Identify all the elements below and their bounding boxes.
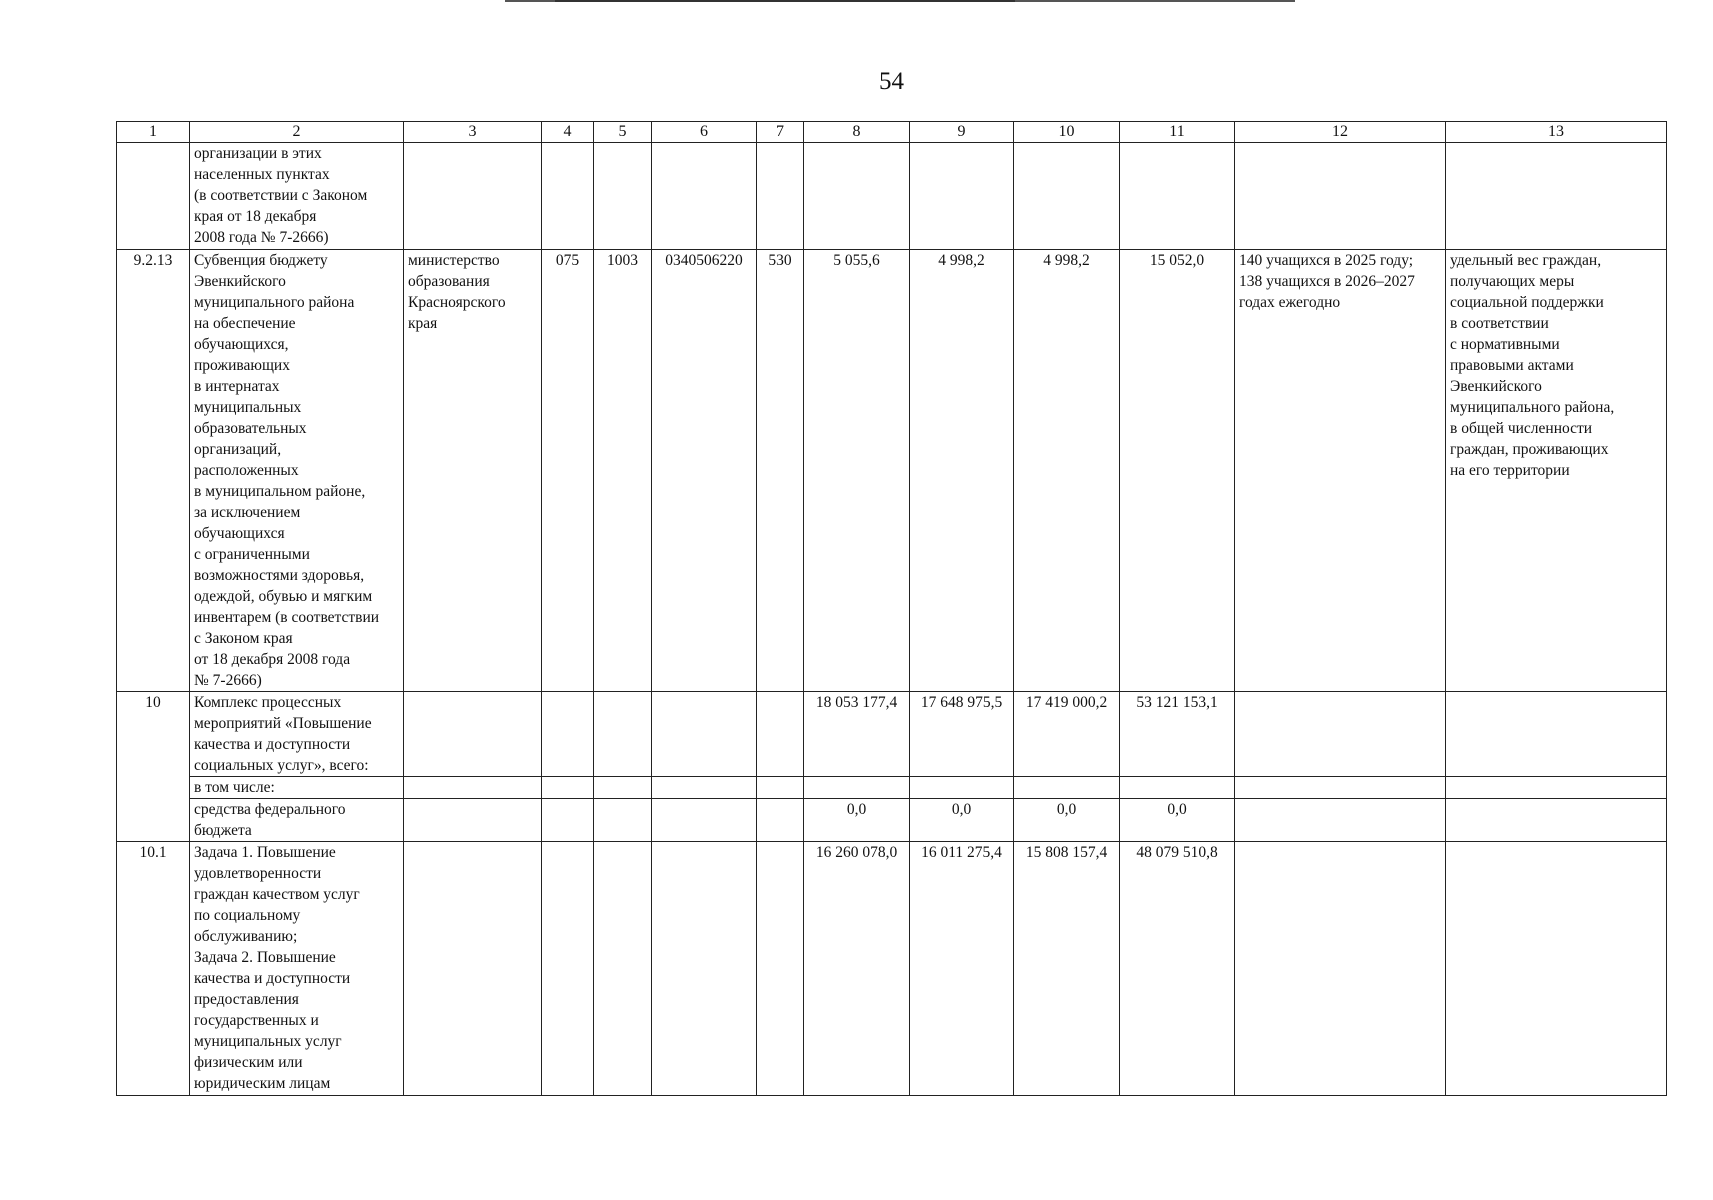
cell-vr: 530 <box>757 250 804 692</box>
cell-csr <box>652 799 757 842</box>
cell-total: 15 052,0 <box>1120 250 1235 692</box>
cell-csr <box>652 842 757 1096</box>
cell-indicator <box>1446 842 1667 1096</box>
column-number: 6 <box>652 122 757 143</box>
cell-grbs <box>542 842 594 1096</box>
cell-vr <box>757 143 804 250</box>
cell-year-3: 4 998,2 <box>1014 250 1120 692</box>
cell-grbs <box>542 692 594 777</box>
cell-total <box>1120 777 1235 799</box>
cell-executor <box>404 842 542 1096</box>
cell-vr <box>757 777 804 799</box>
cell-grbs <box>542 143 594 250</box>
cell-item-number: 10.1 <box>117 842 190 1096</box>
cell-rzpr <box>594 143 652 250</box>
cell-rzpr <box>594 842 652 1096</box>
budget-table <box>116 121 1667 1096</box>
cell-expected-result <box>1235 777 1446 799</box>
cell-csr: 0340506220 <box>652 250 757 692</box>
cell-year-3 <box>1014 777 1120 799</box>
cell-grbs <box>542 777 594 799</box>
table-row-federal-budget <box>117 799 1667 842</box>
cell-csr <box>652 143 757 250</box>
cell-year-1: 5 055,6 <box>804 250 910 692</box>
cell-description: организации в этих населенных пунктах (в соответствии с Законом края от 18 декабря 2008 года № 7-2666) <box>190 143 404 250</box>
cell-grbs: 075 <box>542 250 594 692</box>
cell-rzpr <box>594 799 652 842</box>
cell-expected-result <box>1235 692 1446 777</box>
cell-item-number: 9.2.13 <box>117 250 190 692</box>
column-number: 9 <box>910 122 1014 143</box>
cell-rzpr <box>594 692 652 777</box>
cell-year-3: 15 808 157,4 <box>1014 842 1120 1096</box>
cell-total <box>1120 143 1235 250</box>
column-number: 13 <box>1446 122 1667 143</box>
cell-description: Субвенция бюджету Эвенкийского муниципального района на обеспечение обучающихся, проживающих в интернатах муниципальных образовательных организаций, расположенных в муниципальном районе, за исключением обучающихся с ограниченными возможностями здоровья, одеждой, обувью и мягким инвентарем (в соответствии с Законом края от 18 декабря 2008 года № 7-2666) <box>190 250 404 692</box>
table-row-10-1 <box>117 842 1667 1096</box>
cell-expected-result <box>1235 799 1446 842</box>
cell-year-1 <box>804 143 910 250</box>
cell-indicator <box>1446 777 1667 799</box>
cell-indicator: удельный вес граждан, получающих меры социальной поддержки в соответствии с нормативными правовыми актами Эвенкийского муниципального района, в общей численности граждан, проживающих на его территории <box>1446 250 1667 692</box>
cell-expected-result <box>1235 143 1446 250</box>
cell-year-2: 17 648 975,5 <box>910 692 1014 777</box>
cell-year-3: 0,0 <box>1014 799 1120 842</box>
cell-rzpr <box>594 777 652 799</box>
column-number: 11 <box>1120 122 1235 143</box>
column-number: 3 <box>404 122 542 143</box>
cell-executor: министерство образования Красноярского края <box>404 250 542 692</box>
column-number: 7 <box>757 122 804 143</box>
cell-year-1 <box>804 777 910 799</box>
cell-year-2 <box>910 143 1014 250</box>
table-row-including <box>117 777 1667 799</box>
column-number: 4 <box>542 122 594 143</box>
cell-vr <box>757 842 804 1096</box>
cell-item-number <box>117 143 190 250</box>
cell-executor <box>404 692 542 777</box>
column-number: 10 <box>1014 122 1120 143</box>
cell-total: 53 121 153,1 <box>1120 692 1235 777</box>
table-row-9-2-13 <box>117 250 1667 692</box>
cell-total: 0,0 <box>1120 799 1235 842</box>
cell-year-1: 0,0 <box>804 799 910 842</box>
top-scan-rule-inner <box>555 0 1015 2</box>
cell-indicator <box>1446 143 1667 250</box>
cell-year-2: 0,0 <box>910 799 1014 842</box>
cell-expected-result <box>1235 842 1446 1096</box>
cell-year-1: 16 260 078,0 <box>804 842 910 1096</box>
cell-vr <box>757 692 804 777</box>
column-numbers-row <box>117 122 1667 143</box>
cell-executor <box>404 143 542 250</box>
cell-item-number: 10 <box>117 692 190 842</box>
column-number: 2 <box>190 122 404 143</box>
cell-vr <box>757 799 804 842</box>
cell-grbs <box>542 799 594 842</box>
cell-rzpr: 1003 <box>594 250 652 692</box>
table-row-continuation <box>117 143 1667 250</box>
column-number: 5 <box>594 122 652 143</box>
cell-indicator <box>1446 692 1667 777</box>
cell-csr <box>652 692 757 777</box>
cell-indicator <box>1446 799 1667 842</box>
cell-year-3: 17 419 000,2 <box>1014 692 1120 777</box>
cell-description: в том числе: <box>190 777 404 799</box>
cell-year-2 <box>910 777 1014 799</box>
cell-executor <box>404 799 542 842</box>
cell-year-2: 16 011 275,4 <box>910 842 1014 1096</box>
page-number: 54 <box>879 68 904 95</box>
cell-description: средства федерального бюджета <box>190 799 404 842</box>
column-number: 12 <box>1235 122 1446 143</box>
cell-year-1: 18 053 177,4 <box>804 692 910 777</box>
cell-executor <box>404 777 542 799</box>
cell-year-3 <box>1014 143 1120 250</box>
cell-csr <box>652 777 757 799</box>
column-number: 8 <box>804 122 910 143</box>
table-row-10 <box>117 692 1667 777</box>
cell-total: 48 079 510,8 <box>1120 842 1235 1096</box>
cell-description: Комплекс процессных мероприятий «Повышение качества и доступности социальных услуг», всего: <box>190 692 404 777</box>
cell-expected-result: 140 учащихся в 2025 году; 138 учащихся в 2026–2027 годах ежегодно <box>1235 250 1446 692</box>
cell-year-2: 4 998,2 <box>910 250 1014 692</box>
cell-description: Задача 1. Повышение удовлетворенности граждан качеством услуг по социальному обслуживанию; Задача 2. Повышение качества и доступности предоставления государственных и муниципальных услуг физическим или юридическим лицам <box>190 842 404 1096</box>
column-number: 1 <box>117 122 190 143</box>
